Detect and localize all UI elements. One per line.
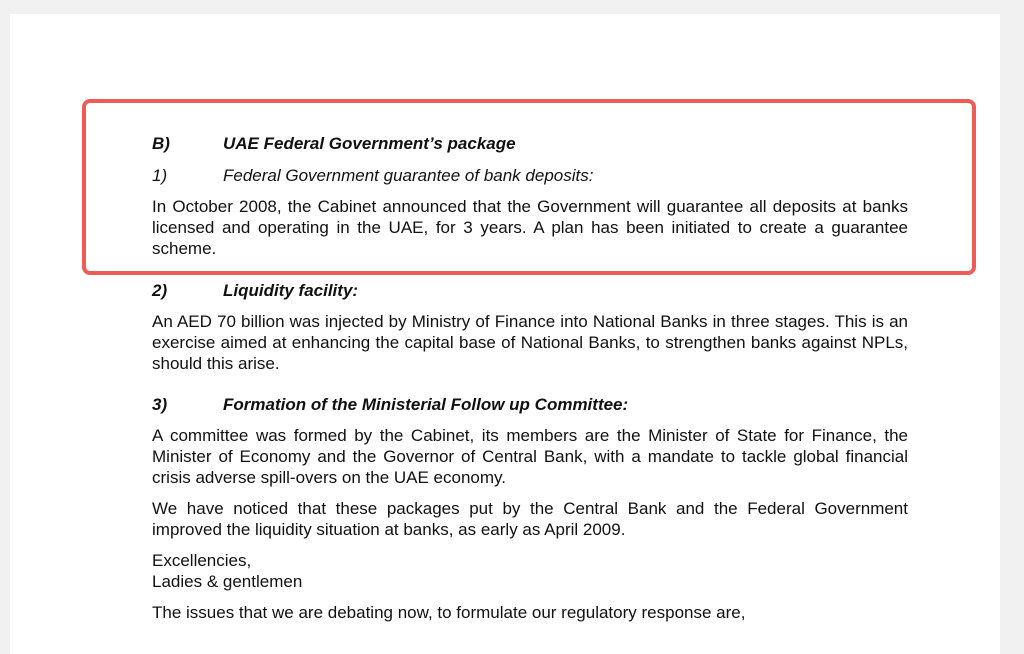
item-2-heading: Liquidity facility: <box>223 281 359 300</box>
salutation-line-2: Ladies & gentlemen <box>152 572 303 591</box>
salutation-line-1: Excellencies, <box>152 551 252 570</box>
section-number: B) <box>152 134 170 153</box>
item-3-number: 3) <box>152 395 168 414</box>
notice-paragraph: We have noticed that these packages put by the Central Bank and the Federal Government improved the liquidity situation at banks, as early as April 2009. <box>152 499 908 539</box>
item-3-heading: Formation of the Ministerial Follow up Committee: <box>223 395 629 414</box>
item-3-paragraph: A committee was formed by the Cabinet, its members are the Minister of State for Finance, the Minister of Economy and the Governor of Central Bank, with a mandate to tackle global financial crisis adverse spill-overs on the UAE economy. <box>152 426 908 487</box>
item-2-number: 2) <box>152 281 168 300</box>
item-1-paragraph: In October 2008, the Cabinet announced that the Government will guarantee all deposits at banks licensed and operating in the UAE, for 3 years. A plan has been initiated to create a guarantee scheme. <box>152 197 908 258</box>
closing-line: The issues that we are debating now, to formulate our regulatory response are, <box>152 603 746 622</box>
section-heading: UAE Federal Government’s package <box>223 134 516 153</box>
item-1-number: 1) <box>152 166 168 185</box>
item-2-paragraph: An AED 70 billion was injected by Ministry of Finance into National Banks in three stages. This is an exercise aimed at enhancing the capital base of National Banks, to strengthen banks against NPLs, should this arise. <box>152 312 908 373</box>
item-1-heading: Federal Government guarantee of bank deposits: <box>223 166 594 185</box>
